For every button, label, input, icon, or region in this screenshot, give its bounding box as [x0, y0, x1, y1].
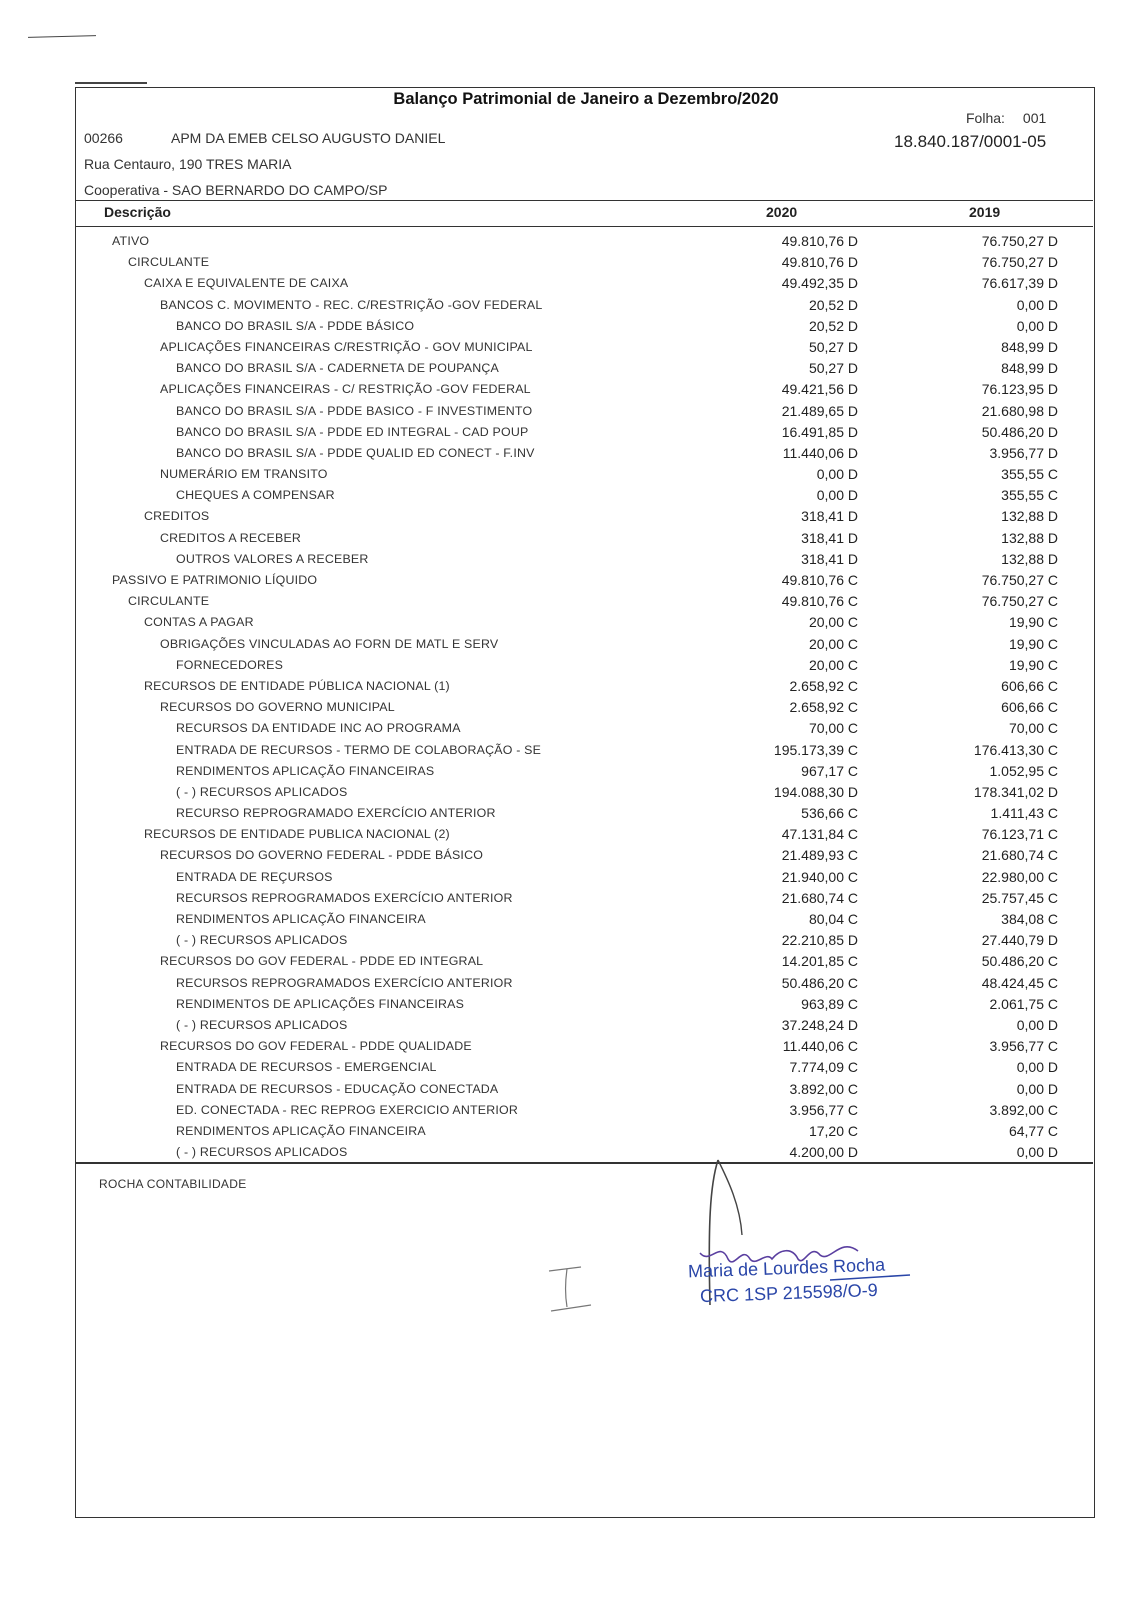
value-2019: 1.411,43 C — [990, 805, 1058, 822]
table-row — [76, 697, 1093, 718]
value-2020: 47.131,84 C — [781, 826, 858, 843]
account-description: APLICAÇÕES FINANCEIRAS - C/ RESTRIÇÃO -GOV FEDERAL — [160, 382, 531, 397]
account-description: BANCOS C. MOVIMENTO - REC. C/RESTRIÇÃO -GOV FEDERAL — [160, 297, 543, 312]
table-row — [76, 655, 1093, 676]
account-description: BANCO DO BRASIL S/A - PDDE ED INTEGRAL - CAD POUP — [176, 424, 529, 439]
account-description: ( - ) RECURSOS APLICADOS — [176, 1017, 348, 1032]
page-title: Balanço Patrimonial de Janeiro a Dezembro/2020 — [393, 90, 779, 108]
value-2019: 132,88 D — [1001, 550, 1058, 567]
account-description: ENTRADA DE RECURSOS - EMERGENCIAL — [176, 1060, 437, 1075]
value-2020: 17,20 C — [808, 1122, 858, 1139]
table-row — [76, 316, 1093, 337]
scan-artifact-line — [28, 35, 96, 38]
value-2020: 20,52 D — [808, 317, 858, 334]
value-2020: 11.440,06 C — [782, 1038, 858, 1055]
account-description: CREDITOS — [144, 509, 210, 524]
value-2019: 606,66 C — [1001, 677, 1058, 694]
value-2020: 16.491,85 D — [781, 423, 858, 440]
value-2020: 3.892,00 C — [789, 1080, 858, 1097]
value-2020: 536,66 C — [801, 805, 858, 822]
value-2019: 0,00 D — [1016, 1080, 1058, 1097]
table-row — [76, 485, 1093, 506]
value-2019: 384,08 C — [1001, 911, 1058, 927]
account-description: RECURSOS DE ENTIDADE PUBLICA NACIONAL (2) — [144, 827, 450, 842]
value-2020: 20,00 C — [808, 635, 858, 652]
table-row — [76, 1057, 1093, 1078]
address: Rua Centauro, 190 TRES MARIA — [84, 156, 292, 172]
value-2020: 49.492,35 D — [781, 275, 858, 292]
entity-name: APM DA EMEB CELSO AUGUSTO DANIEL — [171, 130, 446, 146]
account-description: PASSIVO E PATRIMONIO LÍQUIDO — [112, 573, 318, 587]
value-2020: 21.489,65 D — [781, 402, 858, 419]
account-description: BANCO DO BRASIL S/A - PDDE BASICO - F INVESTIMENTO — [176, 403, 533, 418]
value-2019: 76.750,27 D — [981, 233, 1058, 249]
account-description: RENDIMENTOS APLICAÇÃO FINANCEIRA — [176, 1123, 426, 1138]
table-row — [76, 612, 1093, 633]
value-2019: 76.617,39 D — [981, 275, 1058, 292]
value-2019: 176.413,30 C — [973, 741, 1058, 758]
value-2019: 606,66 C — [1001, 699, 1058, 716]
table-row — [76, 252, 1093, 273]
account-description: CREDITOS A RECEBER — [160, 530, 302, 545]
account-description: ( - ) RECURSOS APLICADOS — [176, 933, 348, 948]
table-row — [76, 634, 1093, 655]
account-description: ( - ) RECURSOS APLICADOS — [176, 1145, 348, 1160]
sheet-number — [966, 110, 1046, 126]
table-row — [76, 951, 1093, 972]
column-header-description: Descrição — [104, 204, 171, 220]
account-description: CAIXA E EQUIVALENTE DE CAIXA — [144, 276, 349, 291]
table-row — [76, 337, 1093, 358]
value-2019: 2.061,75 C — [989, 995, 1058, 1012]
value-2020: 7.774,09 C — [789, 1059, 858, 1076]
value-2020: 37.248,24 D — [781, 1016, 858, 1033]
value-2020: 20,00 C — [808, 656, 858, 673]
table-row — [76, 1100, 1093, 1121]
table-row — [76, 909, 1093, 930]
table-row — [76, 782, 1093, 803]
value-2020: 22.210,85 D — [781, 932, 858, 949]
account-description: RECURSOS DO GOV FEDERAL - PDDE ED INTEGRAL — [160, 954, 484, 969]
value-2019: 132,88 D — [1001, 529, 1058, 546]
value-2019: 19,90 C — [1008, 656, 1058, 673]
table-row — [76, 740, 1093, 761]
value-2020: 21.489,93 C — [781, 847, 858, 864]
account-description: CHEQUES A COMPENSAR — [176, 488, 335, 503]
value-2019: 25.757,45 C — [981, 889, 1058, 906]
account-description: RECURSOS DO GOVERNO FEDERAL - PDDE BÁSICO — [160, 848, 484, 863]
value-2020: 0,00 D — [816, 487, 858, 504]
value-2019: 27.440,79 D — [981, 932, 1058, 949]
value-2019: 76.123,95 D — [981, 381, 1058, 398]
account-description: RECURSOS DO GOVERNO MUNICIPAL — [160, 700, 395, 715]
value-2019: 3.956,77 D — [989, 444, 1058, 461]
value-2019: 19,90 C — [1008, 614, 1058, 631]
account-description: CIRCULANTE — [128, 594, 210, 609]
account-description: RECURSOS REPROGRAMADOS EXERCÍCIO ANTERIOR — [176, 890, 513, 905]
account-description: ED. CONECTADA - REC REPROG EXERCICIO ANTERIOR — [176, 1102, 518, 1117]
value-2020: 318,41 D — [801, 508, 858, 525]
account-description: ENTRADA DE RECURSOS - TERMO DE COLABORAÇÃO - SE — [176, 742, 542, 757]
account-description: BANCO DO BRASIL S/A - PDDE BÁSICO — [176, 318, 415, 333]
table-row — [76, 401, 1093, 422]
header-divider-top — [76, 200, 1093, 201]
table-row — [76, 506, 1093, 527]
table-row — [76, 1079, 1093, 1100]
account-description: FORNECEDORES — [176, 657, 284, 672]
value-2020: 50.486,20 C — [781, 974, 858, 991]
value-2020: 967,17 C — [801, 762, 858, 779]
table-row — [76, 295, 1093, 316]
value-2019: 48.424,45 C — [981, 974, 1058, 991]
value-2019: 19,90 C — [1008, 635, 1058, 652]
value-2020: 2.658,92 C — [789, 699, 858, 716]
column-header-2019: 2019 — [969, 204, 1001, 220]
folha-label: Folha: — [966, 110, 1005, 126]
account-description: BANCO DO BRASIL S/A - CADERNETA DE POUPANÇA — [176, 361, 500, 376]
value-2019: 848,99 D — [1001, 338, 1058, 355]
value-2019: 848,99 D — [1001, 360, 1058, 377]
value-2020: 20,52 D — [808, 296, 858, 313]
account-description: RECURSO REPROGRAMADO EXERCÍCIO ANTERIOR — [176, 806, 496, 821]
table-row — [76, 464, 1093, 485]
value-2019: 76.750,27 C — [981, 572, 1058, 588]
value-2020: 70,00 C — [808, 720, 858, 737]
table-row — [76, 973, 1093, 994]
value-2019: 3.892,00 C — [989, 1101, 1058, 1118]
signatory-crc: CRC 1SP 215598/O-9 — [699, 1279, 879, 1307]
table-row — [76, 231, 1093, 252]
account-description: ENTRADA DE RECURSOS - EDUCAÇÃO CONECTADA — [176, 1081, 499, 1096]
folha-number: 001 — [1022, 110, 1047, 126]
table-row — [76, 1121, 1093, 1142]
account-description: RECURSOS DE ENTIDADE PÚBLICA NACIONAL (1) — [144, 678, 450, 693]
account-description: APLICAÇÕES FINANCEIRAS C/RESTRIÇÃO - GOV MUNICIPAL — [160, 339, 533, 354]
value-2020: 318,41 D — [801, 550, 858, 567]
value-2020: 20,00 C — [808, 614, 858, 631]
value-2019: 50.486,20 C — [981, 953, 1058, 970]
value-2019: 21.680,74 C — [981, 847, 1058, 864]
value-2020: 14.201,85 C — [781, 953, 858, 970]
value-2019: 0,00 D — [1016, 1144, 1058, 1161]
table-row — [76, 1142, 1093, 1163]
value-2020: 49.810,76 D — [781, 233, 858, 249]
value-2019: 70,00 C — [1008, 720, 1058, 737]
balance-table-body — [76, 231, 1093, 1163]
value-2020: 3.956,77 C — [789, 1101, 858, 1118]
value-2019: 355,55 C — [1001, 466, 1058, 483]
value-2020: 49.810,76 C — [781, 572, 858, 588]
value-2019: 50.486,20 D — [981, 423, 1058, 440]
value-2020: 2.658,92 C — [789, 677, 858, 694]
value-2019: 1.052,95 C — [989, 762, 1058, 779]
value-2020: 4.200,00 D — [789, 1144, 858, 1161]
value-2020: 49.810,76 D — [781, 254, 858, 271]
table-row — [76, 570, 1093, 591]
handwritten-mark — [545, 1265, 595, 1315]
value-2020: 318,41 D — [801, 529, 858, 546]
table-row — [76, 845, 1093, 866]
account-description: RENDIMENTOS APLICAÇÃO FINANCEIRA — [176, 912, 426, 926]
table-row — [76, 1015, 1093, 1036]
signatory-name: Maria de Lourdes Rocha — [687, 1254, 886, 1282]
value-2019: 178.341,02 D — [973, 783, 1058, 800]
table-row — [76, 1036, 1093, 1057]
table-row — [76, 824, 1093, 845]
value-2019: 0,00 D — [1016, 296, 1058, 313]
table-row — [76, 994, 1093, 1015]
value-2020: 80,04 C — [808, 911, 858, 927]
value-2020: 11.440,06 D — [782, 444, 858, 461]
value-2019: 76.750,27 C — [981, 593, 1058, 610]
value-2019: 132,88 D — [1001, 508, 1058, 525]
account-description: CIRCULANTE — [128, 255, 210, 270]
accounting-firm: ROCHA CONTABILIDADE — [99, 1177, 247, 1191]
account-description: RECURSOS REPROGRAMADOS EXERCÍCIO ANTERIOR — [176, 975, 513, 990]
frame-notch — [75, 82, 147, 84]
account-description: ATIVO — [112, 234, 150, 248]
account-description: RECURSOS DO GOV FEDERAL - PDDE QUALIDADE — [160, 1039, 472, 1054]
value-2019: 76.123,71 C — [981, 826, 1058, 843]
account-description: RENDIMENTOS APLICAÇÃO FINANCEIRAS — [176, 763, 435, 778]
value-2020: 0,00 D — [816, 466, 858, 483]
value-2019: 21.680,98 D — [981, 402, 1058, 419]
value-2020: 194.088,30 D — [773, 783, 858, 800]
table-row — [76, 549, 1093, 570]
account-description: RENDIMENTOS DE APLICAÇÕES FINANCEIRAS — [176, 996, 465, 1011]
account-description: BANCO DO BRASIL S/A - PDDE QUALID ED CONECT - F.INV — [176, 445, 535, 460]
table-row — [76, 676, 1093, 697]
value-2020: 49.810,76 C — [781, 593, 858, 610]
account-description: CONTAS A PAGAR — [144, 615, 254, 630]
table-row — [76, 528, 1093, 549]
table-row — [76, 422, 1093, 443]
value-2019: 0,00 D — [1016, 1059, 1058, 1076]
account-description: ( - ) RECURSOS APLICADOS — [176, 784, 348, 799]
value-2019: 0,00 D — [1016, 1016, 1058, 1033]
cnpj: 18.840.187/0001-05 — [894, 132, 1047, 151]
table-row — [76, 718, 1093, 739]
account-description: RECURSOS DA ENTIDADE INC AO PROGRAMA — [176, 721, 461, 736]
value-2020: 195.173,39 C — [773, 741, 858, 758]
table-row — [76, 273, 1093, 294]
account-description: ENTRADA DE REÇURSOS — [176, 869, 333, 884]
value-2019: 3.956,77 C — [989, 1038, 1058, 1055]
value-2019: 64,77 C — [1008, 1122, 1058, 1139]
table-row — [76, 888, 1093, 909]
column-header-2020: 2020 — [766, 204, 798, 220]
value-2020: 963,89 C — [801, 995, 858, 1012]
account-description: OUTROS VALORES A RECEBER — [176, 551, 369, 566]
table-row — [76, 591, 1093, 612]
value-2020: 49.421,56 D — [781, 381, 858, 398]
value-2019: 355,55 C — [1001, 487, 1058, 504]
entity-code: 00266 — [84, 130, 123, 146]
account-description: OBRIGAÇÕES VINCULADAS AO FORN DE MATL E SERV — [160, 636, 499, 651]
table-row — [76, 803, 1093, 824]
signature-handwritten — [680, 1155, 940, 1335]
table-row — [76, 867, 1093, 888]
value-2019: 0,00 D — [1016, 317, 1058, 334]
value-2019: 22.980,00 C — [981, 868, 1058, 885]
value-2019: 76.750,27 D — [981, 254, 1058, 271]
table-row — [76, 443, 1093, 464]
header-divider-bottom — [76, 226, 1093, 227]
cooperative: Cooperativa - SAO BERNARDO DO CAMPO/SP — [84, 182, 388, 198]
value-2020: 21.940,00 C — [781, 868, 858, 885]
value-2020: 50,27 D — [808, 338, 858, 355]
table-row — [76, 761, 1093, 782]
value-2020: 50,27 D — [808, 360, 858, 377]
table-row — [76, 930, 1093, 951]
value-2020: 21.680,74 C — [781, 889, 858, 906]
table-row — [76, 379, 1093, 400]
footer-divider — [76, 1162, 1093, 1164]
account-description: NUMERÁRIO EM TRANSITO — [160, 467, 328, 482]
table-row — [76, 358, 1093, 379]
